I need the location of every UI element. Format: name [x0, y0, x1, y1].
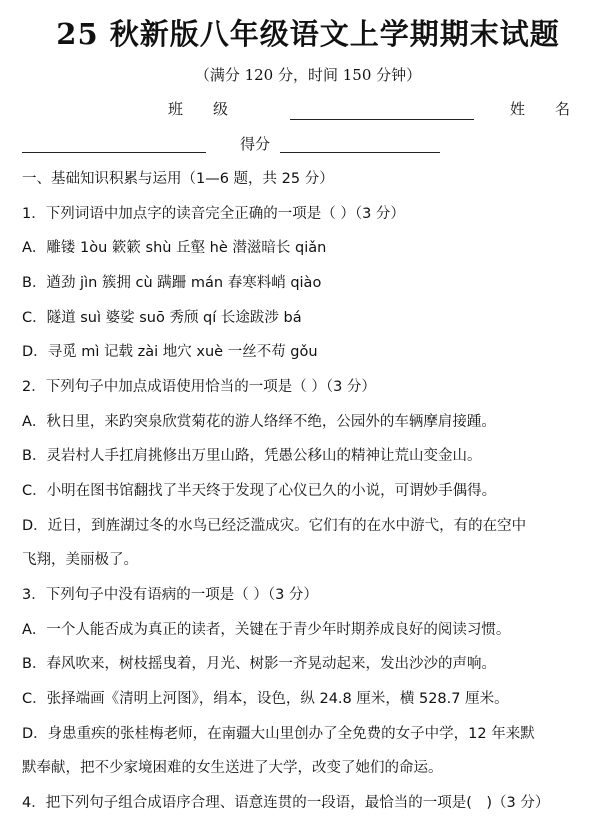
score-underline[interactable] — [280, 152, 440, 153]
q2-option-c: C．小明在图书馆翻找了半天终于发现了心仪已久的小说，可谓妙手偶得。 — [22, 483, 497, 499]
class-label: 班 级 — [168, 100, 229, 118]
question-4: 4．把下列句子组合成语序合理、语意连贯的一段语，最恰当的一项是( )（3 分） — [22, 795, 550, 811]
exam-title: 25 秋新版八年级语文上学期期末试题 — [56, 17, 560, 51]
q2-option-b: B．灵岩村人手扛肩挑修出万里山路，凭愚公移山的精神让荒山变金山。 — [22, 448, 482, 464]
q3-option-b: B．春风吹来，树枝摇曳着，月光、树影一齐晃动起来，发出沙沙的声响。 — [22, 656, 496, 672]
name-underline[interactable] — [22, 152, 206, 153]
q3-option-c: C．张择端画《清明上河图》，绢本，设色，纵 24.8 厘米，横 528.7 厘米。 — [22, 691, 509, 707]
question-1: 1．下列词语中加点字的读音完全正确的一项是（ ）（3 分） — [22, 206, 405, 222]
q1-option-a: A．雕镂 1òu 簌簌 shù 丘壑 hè 潜滋暗长 qiǎn — [22, 240, 327, 256]
q3-option-d: D．身患重疾的张桂梅老师，在南疆大山里创办了全免费的女子中学，12 年来默 — [22, 726, 535, 742]
q2-option-d-cont: 飞翔，美丽极了。 — [22, 552, 138, 568]
q2-option-d: D．近日，到旌湖过冬的水鸟已经泛滥成灾。它们有的在水中游弋，有的在空中 — [22, 518, 527, 534]
q3-option-d-cont: 默奉献，把不少家境困难的女生送进了大学，改变了她们的命运。 — [22, 760, 443, 776]
q1-option-c: C．隧道 suì 婆娑 suō 秀颀 qí 长途跋涉 bá — [22, 310, 302, 326]
q1-option-b: B．遒劲 jìn 簇拥 cù 蹒跚 mán 春寒料峭 qiào — [22, 275, 322, 291]
q2-option-a: A．秋日里，来趵突泉欣赏菊花的游人络绎不绝，公园外的车辆摩肩接踵。 — [22, 414, 496, 430]
name-label: 姓 名 — [510, 100, 571, 118]
class-underline[interactable] — [290, 119, 474, 120]
q3-option-a: A．一个人能否成为真正的读者，关键在于青少年时期养成良好的阅读习惯。 — [22, 622, 511, 638]
section-heading: 一、基础知识积累与运用（1—6 题，共 25 分） — [22, 171, 334, 187]
question-2: 2．下列句子中加点成语使用恰当的一项是（ ）（3 分） — [22, 379, 376, 395]
question-3: 3．下列句子中没有语病的一项是（ ）（3 分） — [22, 587, 318, 603]
score-label: 得分 — [240, 135, 271, 153]
q1-option-d: D．寻觅 mì 记载 zài 地穴 xuè 一丝不苟 gǒu — [22, 344, 318, 360]
exam-subtitle: （满分 120 分，时间 150 分钟） — [194, 66, 422, 84]
